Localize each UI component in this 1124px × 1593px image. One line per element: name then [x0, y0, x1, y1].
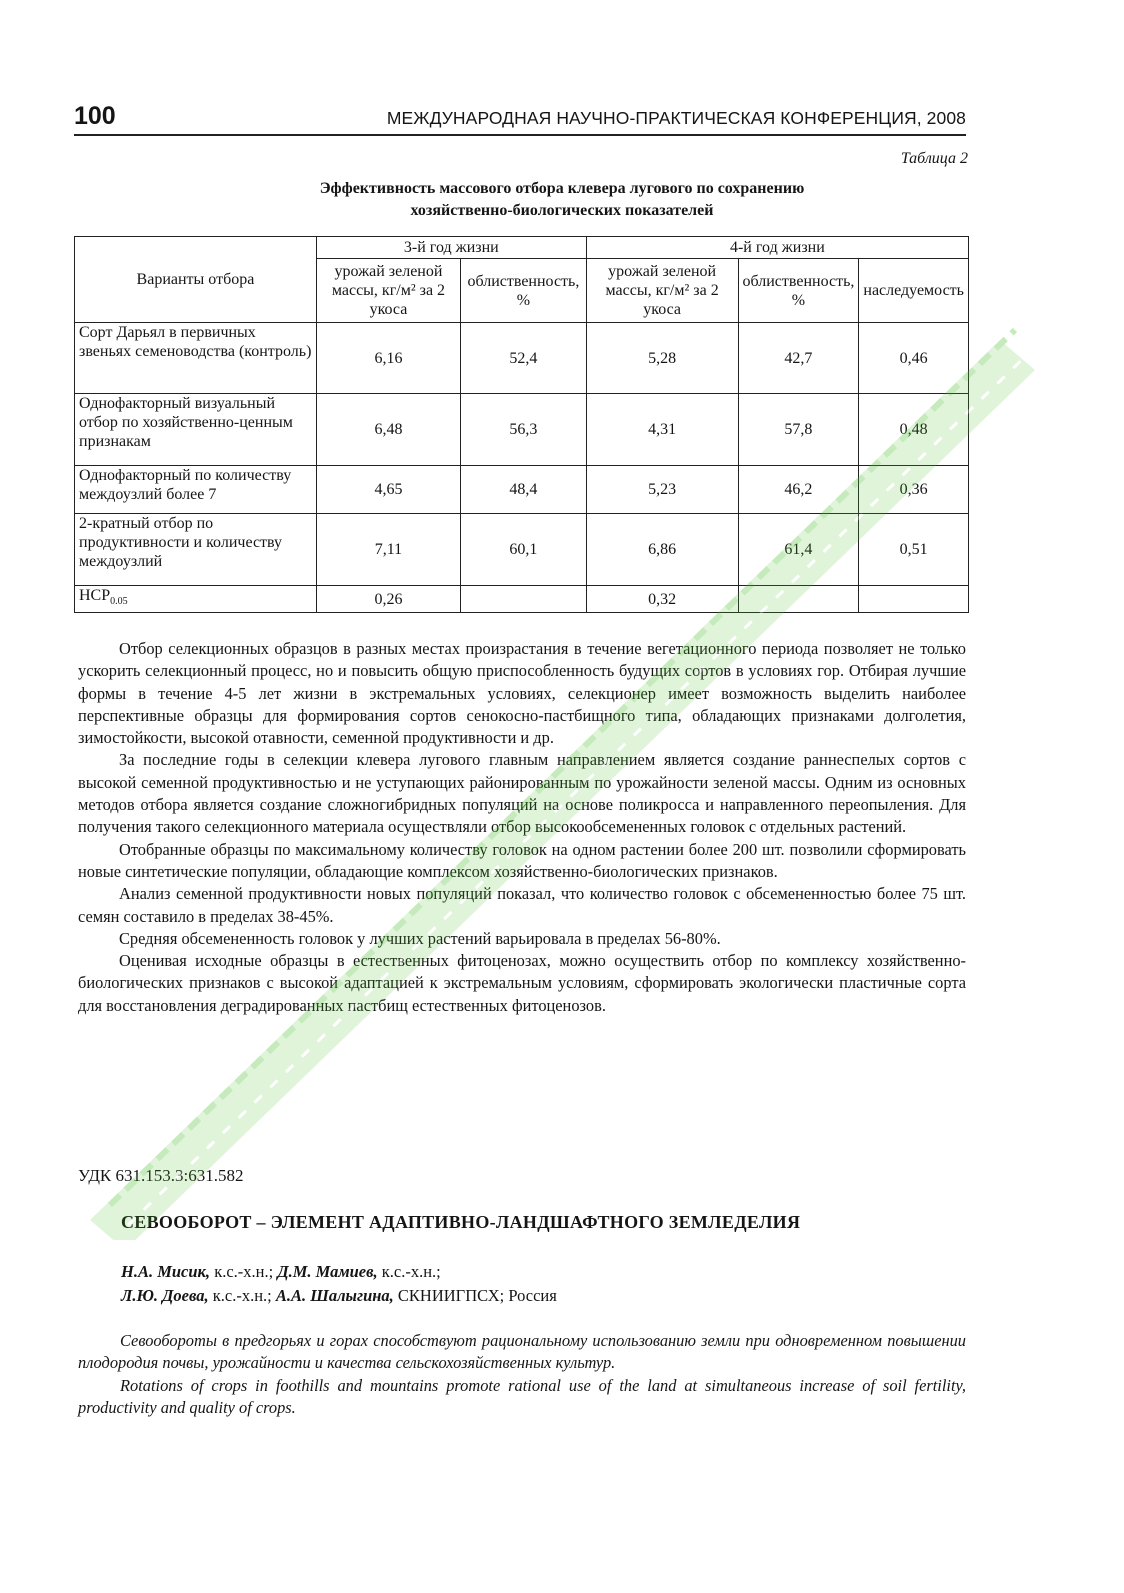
abstract-en: Rotations of crops in foothills and mountains promote rational use of the land at simultaneous increase of soil fertility, productivity and quality of crops.	[78, 1375, 966, 1417]
table-row	[75, 466, 969, 514]
table-row-ncr	[75, 586, 969, 613]
ncr-text: НСР	[79, 587, 111, 604]
header-year4: 4-й год жизни	[586, 237, 968, 259]
conference-title: МЕЖДУНАРОДНАЯ НАУЧНО-ПРАКТИЧЕСКАЯ КОНФЕРЕНЦИЯ, 2008	[386, 108, 966, 128]
author-name: Д.М. Мамиев,	[277, 1262, 378, 1281]
cell-y3-yield: 6,48	[316, 394, 460, 466]
cell-y3-leaf: 60,1	[461, 514, 587, 586]
paragraph: Анализ семенной продуктивности новых популяций показал, что количество головок с обсемененностью более 75 шт. семян составило в пределах 38-45%.	[78, 884, 966, 926]
table-title-line: Эффективность массового отбора клевера лугового по сохранению	[319, 180, 805, 197]
cell-ncr-y3: 0,26	[316, 586, 460, 613]
author-degree: к.с.-х.н.;	[208, 1286, 276, 1305]
cell-empty	[738, 586, 859, 613]
cell-y4-leaf: 57,8	[738, 394, 859, 466]
table-row	[75, 514, 969, 586]
cell-y3-yield: 6,16	[316, 323, 460, 394]
header-year3: 3-й год жизни	[316, 237, 586, 259]
author-name: Л.Ю. Доева,	[121, 1286, 209, 1305]
abstract-ru: Севообороты в предгорьях и горах способствуют рациональному использованию земли при одновременном повышении плодородия почвы, урожайности и качества сельскохозяйственных культур.	[78, 1331, 966, 1373]
cell-y3-leaf: 56,3	[461, 394, 587, 466]
cell-y3-leaf: 52,4	[461, 323, 587, 394]
author-degree: к.с.-х.н.;	[210, 1262, 278, 1281]
header-variants: Варианты отбора	[75, 237, 317, 323]
cell-heritability: 0,46	[859, 323, 969, 394]
udc-code: УДК 631.153.3:631.582	[78, 1166, 244, 1185]
table-row	[75, 323, 969, 394]
cell-y3-yield: 7,11	[316, 514, 460, 586]
running-header	[74, 104, 966, 136]
paragraph: Оценивая исходные образцы в естественных фитоценозах, можно осуществить отбор по комплексу хозяйственно-биологических признаков с высокой адаптацией к экстремальным условиям, сформировать экологически пластичные сорта для восстановления деградированных пастбищ естественных фитоценозов.	[78, 951, 966, 1015]
row-label: 2-кратный отбор по продуктивности и количеству междоузлий	[75, 514, 317, 586]
page-number: 100	[74, 102, 116, 130]
author-name: Н.А. Мисик,	[121, 1262, 211, 1281]
paragraph: За последние годы в селекции клевера лугового главным направлением является создание раннеспелых сортов с высокой семенной продуктивностью и не уступающих районированным по урожайности зеленой массы. Одним из основных методов отбора является создание сложногибридных популяций на основе поликросса и направленного переопыления. Для получения такого селекционного материала осуществляли отбор высокообсемененных головок с отдельных растений.	[78, 750, 966, 837]
cell-y3-yield: 4,65	[316, 466, 460, 514]
cell-ncr-y4: 0,32	[586, 586, 738, 613]
row-label: Сорт Дарьял в первичных звеньях семеноводства (контроль)	[75, 323, 317, 394]
cell-y4-yield: 4,31	[586, 394, 738, 466]
table-title	[0, 178, 1124, 222]
header-yield-y3: урожай зеленой массы, кг/м² за 2 укоса	[316, 259, 460, 323]
header-leafiness-y3: облиственность, %	[461, 259, 587, 323]
cell-y4-yield: 6,86	[586, 514, 738, 586]
paragraph: Отобранные образцы по максимальному количеству головок на одном растении более 200 шт. позволили сформировать новые синтетические популяции, обладающие комплексом хозяйственно-биологических признаков.	[78, 839, 966, 881]
author-name: А.А. Шалыгина,	[275, 1286, 394, 1305]
cell-y4-leaf: 42,7	[738, 323, 859, 394]
table-row	[75, 394, 969, 466]
paragraph: Отбор селекционных образцов в разных местах произрастания в течение вегетационного периода позволяет не только ускорить селекционный процесс, но и повысить общую приспособленность будущих сортов в условиях гор. Отбирая лучшие формы в течение 4-5 лет жизни в экстремальных условиях, селекционер имеет возможность выделить наиболее перспективные образцы для формирования сортов сенокосно-пастбищного типа, обладающих признаками долголетия, зимостойкости, высокой отавности, семенной продуктивности и др.	[78, 639, 966, 748]
cell-empty	[461, 586, 587, 613]
authors-line	[121, 1284, 557, 1308]
cell-y4-yield: 5,23	[586, 466, 738, 514]
results-table	[74, 236, 969, 613]
paragraph: Средняя обсемененность головок у лучших растений варьировала в пределах 56-80%.	[119, 928, 721, 948]
author-degree: к.с.-х.н.;	[377, 1262, 441, 1281]
row-label: Однофакторный визуальный отбор по хозяйственно-ценным признакам	[75, 394, 317, 466]
body-text	[78, 638, 966, 1017]
table-title-line: хозяйственно-биологических показателей	[410, 202, 714, 219]
cell-heritability: 0,36	[859, 466, 969, 514]
article-title: СЕВООБОРОТ – ЭЛЕМЕНТ АДАПТИВНО-ЛАНДШАФТНОГО ЗЕМЛЕДЕЛИЯ	[121, 1212, 801, 1232]
affiliation: СКНИИГПСХ; Россия	[393, 1286, 557, 1305]
header-heritability: наследуемость	[859, 259, 969, 323]
row-label: Однофакторный по количеству междоузлий более 7	[75, 466, 317, 514]
cell-y4-leaf: 61,4	[738, 514, 859, 586]
cell-y3-leaf: 48,4	[461, 466, 587, 514]
cell-y4-leaf: 46,2	[738, 466, 859, 514]
ncr-label	[75, 586, 317, 613]
ncr-subscript: 0.05	[110, 596, 128, 608]
header-leafiness-y4: облиственность, %	[738, 259, 859, 323]
header-yield-y4: урожай зеленой массы, кг/м² за 2 укоса	[586, 259, 738, 323]
authors-line	[121, 1260, 557, 1284]
cell-empty	[859, 586, 969, 613]
cell-heritability: 0,48	[859, 394, 969, 466]
table-label: Таблица 2	[900, 150, 968, 167]
abstract-block	[78, 1330, 966, 1419]
cell-y4-yield: 5,28	[586, 323, 738, 394]
authors-block	[121, 1260, 557, 1308]
cell-heritability: 0,51	[859, 514, 969, 586]
